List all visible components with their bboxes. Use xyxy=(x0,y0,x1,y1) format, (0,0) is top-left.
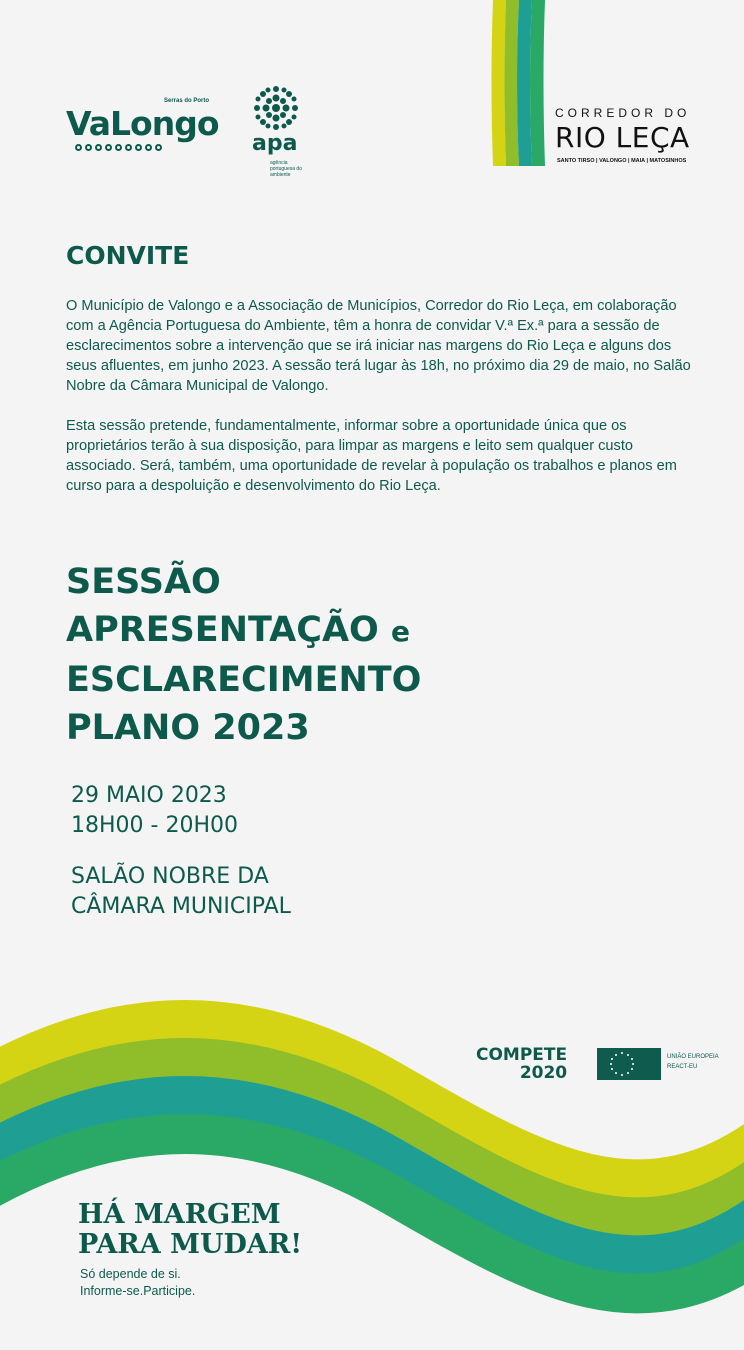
apa-emblem-icon xyxy=(252,86,300,130)
invite-heading: CONVITE xyxy=(66,241,190,270)
compete-line1: COMPETE xyxy=(476,1045,568,1065)
corredor-title-line1: CORREDOR DO xyxy=(555,106,691,120)
session-title-conjunction: e xyxy=(390,615,410,648)
session-title-line4: PLANO 2023 xyxy=(66,708,310,748)
valongo-dots-decoration xyxy=(75,144,162,151)
slogan xyxy=(78,1200,302,1260)
apa-subtitle: agência portuguesa do ambiente xyxy=(270,160,302,178)
eu-label-line2: REACT-EU xyxy=(667,1064,698,1070)
invite-paragraph-1: O Município de Valongo e a Associação de Municípios, Corredor do Rio Leça, em colaboração com a Agência Portuguesa do Ambiente, têm a honra de convidar V.ª Ex.ª para a sessão de esclarecimentos sobre a intervenção que se irá iniciar nas margens do Rio Leça e alguns dos seus afluentes, em junho 2023. A sessão terá lugar às 18h, no próximo dia 29 de maio, no Salão Nobre da Câmara Municipal de Valongo. xyxy=(66,298,691,394)
invite-paragraph-2: Esta sessão pretende, fundamentalmente, informar sobre a oportunidade única que os proprietários terão à sua disposição, para limpar as margens e leito sem qualquer custo associado. Será, também, uma oportunidade de revelar à população os trabalhos e planos em curso para a despoluição e desenvolvimento do Rio Leça. xyxy=(66,418,677,494)
corredor-title-line2: RIO LEÇA xyxy=(555,121,690,154)
session-title xyxy=(66,558,421,752)
valongo-logo: VaLongo xyxy=(66,104,219,143)
corredor-municipalities: SANTO TIRSO | VALONGO | MAIA | MATOSINHOS xyxy=(557,158,687,164)
session-title-line2: APRESENTAÇÃO xyxy=(66,610,379,650)
compete-line2: 2020 xyxy=(519,1063,568,1083)
eu-flag-icon xyxy=(597,1048,661,1080)
eu-label-line1: UNIÃO EUROPEIA xyxy=(667,1054,719,1060)
invite-section xyxy=(66,240,696,516)
venue-line2: CÂMARA MUNICIPAL xyxy=(71,894,291,919)
eu-label xyxy=(667,1052,719,1072)
session-time: 18H00 - 20H00 xyxy=(71,813,238,838)
apa-logo: apa xyxy=(252,131,298,156)
valongo-subtitle: Serras do Porto xyxy=(164,98,210,104)
compete-2020-logo xyxy=(476,1046,567,1082)
slogan-line2: PARA MUDAR! xyxy=(78,1229,303,1260)
session-title-line3: ESCLARECIMENTO xyxy=(66,660,422,700)
tagline-line1: Só depende de si. xyxy=(80,1267,181,1281)
tagline-line2: Informe-se.Participe. xyxy=(80,1284,196,1298)
river-stripes-decoration xyxy=(490,0,550,168)
session-title-line1: SESSÃO xyxy=(66,562,221,602)
slogan-line1: HÁ MARGEM xyxy=(78,1199,281,1230)
session-date: 29 MAIO 2023 xyxy=(71,783,227,808)
venue-line1: SALÃO NOBRE DA xyxy=(71,864,269,889)
tagline xyxy=(80,1266,195,1300)
